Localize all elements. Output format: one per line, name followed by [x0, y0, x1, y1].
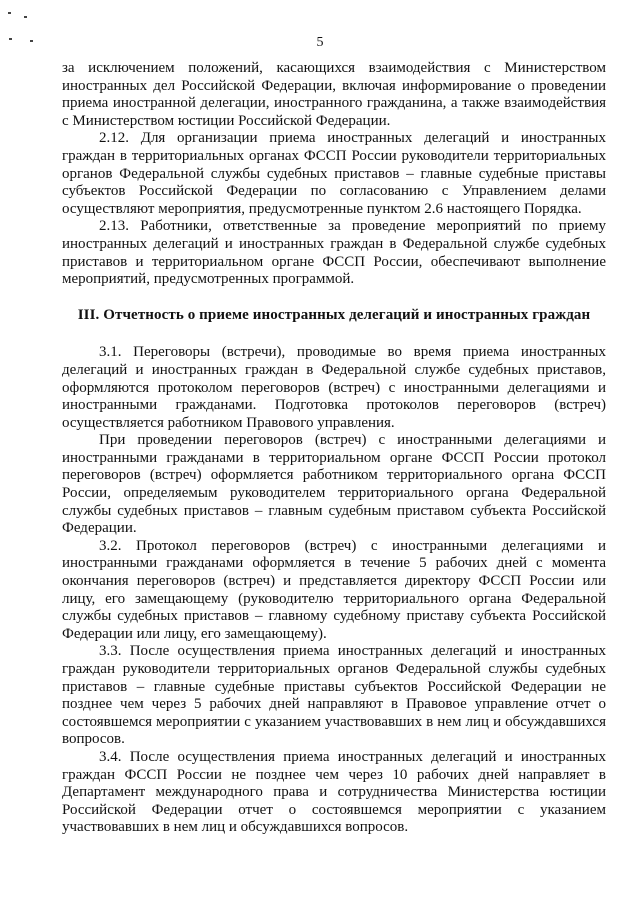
paragraph-continuation: за исключением положений, касающихся взаимодействия с Министерством иностранных дел Российской Федерации, включая информирование о проведении приема иностранной делегации, иностранного гражданина, а также взаимодействия с Министерством юстиции Российской Федерации.	[62, 60, 606, 129]
scan-artifact	[24, 16, 27, 18]
paragraph-2-12: 2.12. Для организации приема иностранных делегаций и иностранных граждан в территориальных органах ФССП России руководители территориальных органов Федеральной службы судебных приставов – главные судебные приставы субъектов Российской Федерации по согласованию с Управлением делами осуществляют мероприятия, предусмотренные пунктом 2.6 настоящего Порядка.	[62, 130, 606, 217]
paragraph-3-4: 3.4. После осуществления приема иностранных делегаций и иностранных граждан ФССП России не позднее чем через 10 рабочих дней направляет в Департамент международного права и сотрудничества Министерства юстиции Российской Федерации отчет о состоявшемся мероприятии с указанием участвовавших в нем лиц и обсуждавшихся вопросов.	[62, 748, 606, 836]
paragraph-3-2: 3.2. Протокол переговоров (встреч) с иностранными делегациями и иностранными гражданами оформляется в течение 5 рабочих дней с момента окончания переговоров (встреч) и представляется директору ФССП России или лицу, его замещающему (руководителю территориального органа Федеральной службы судебных приставов – главному судебному приставу субъекта Российской Федерации или лицу, его замещающему).	[62, 537, 606, 642]
paragraph-3-3: 3.3. После осуществления приема иностранных делегаций и иностранных граждан руководители территориальных органов Федеральной службы судебных приставов – главные судебные приставы субъектов Российской Федерации не позднее чем через 5 рабочих дней направляют в Правовое управление отчет о состоявшемся мероприятии с указанием участвовавших в нем лиц и обсуждавшихся вопросов.	[62, 643, 606, 748]
paragraph-3-1-territorial: При проведении переговоров (встреч) с иностранными делегациями и иностранными гражданами в территориальном органе ФССП России протокол переговоров (встреч) оформляется работником территориального органа ФССП России, определяемым руководителем территориального органа Федеральной службы судебных приставов – главным судебным приставом субъекта Российской Федерации.	[62, 432, 606, 537]
paragraph-2-13: 2.13. Работники, ответственные за проведение мероприятий по приему иностранных делегаций и иностранных граждан в Федеральной службе судебных приставов и территориальном органе ФССП России, обеспечивают выполнение мероприятий, предусмотренных программой.	[62, 218, 606, 288]
document-body	[62, 60, 606, 837]
section-heading: III. Отчетность о приеме иностранных делегаций и иностранных граждан	[77, 306, 591, 323]
paragraph-3-1: 3.1. Переговоры (встречи), проводимые во время приема иностранных делегаций и иностранных граждан в Федеральной службе судебных приставов, оформляются протоколом переговоров (встреч) с иностранными делегациями и иностранными гражданами. Подготовка протоколов переговоров (встреч) осуществляется работником Правового управления.	[62, 344, 606, 431]
scan-artifact	[8, 12, 11, 14]
page-number: 5	[316, 35, 324, 50]
